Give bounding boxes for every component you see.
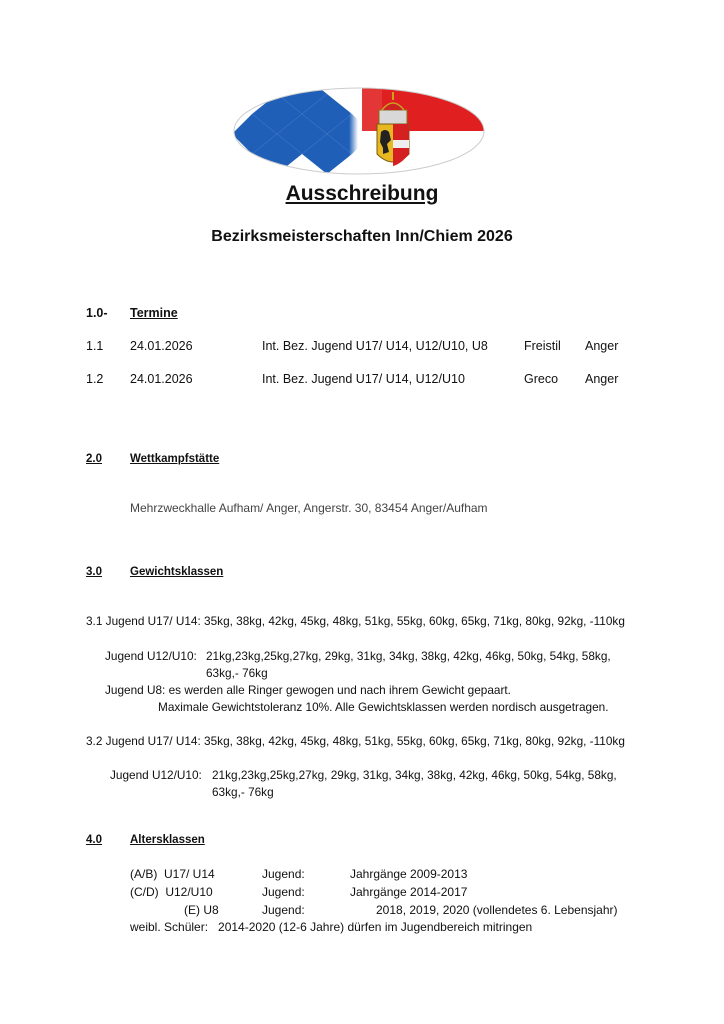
section-title: Gewichtsklassen	[130, 566, 224, 578]
row-date: 24.01.2026	[130, 372, 193, 386]
weights-3-1-u17: 3.1 Jugend U17/ U14: 35kg, 38kg, 42kg, 45kg, 48kg, 51kg, 55kg, 60kg, 65kg, 71kg, 80kg, 92kg, -110kg	[86, 614, 625, 628]
weights-3-1-u8: Jugend U8: es werden alle Ringer gewogen und nach ihrem Gewicht gepaart.	[105, 683, 511, 697]
age-code: (C/D) U12/U10	[130, 885, 213, 899]
document-subtitle: Bezirksmeisterschaften Inn/Chiem 2026	[211, 228, 513, 245]
weights-3-2-u12-line2: 63kg,- 76kg	[212, 785, 274, 799]
section-title: Wettkampfstätte	[130, 453, 220, 465]
row-event: Int. Bez. Jugend U17/ U14, U12/U10, U8	[262, 339, 488, 353]
weights-3-1-u12-line2: 63kg,- 76kg	[206, 666, 268, 680]
section-number: 3.0	[86, 566, 102, 578]
row-place: Anger	[585, 372, 619, 386]
section-number: 4.0	[86, 834, 102, 846]
age-years: 2018, 2019, 2020 (vollendetes 6. Lebensjahr)	[376, 903, 618, 917]
weights-3-1-u8-note: Maximale Gewichtstoleranz 10%. Alle Gewichtsklassen werden nordisch ausgetragen.	[158, 700, 609, 714]
weights-3-1-u12-line1: 21kg,23kg,25kg,27kg, 29kg, 31kg, 34kg, 38kg, 42kg, 46kg, 50kg, 54kg, 58kg,	[206, 649, 611, 663]
weights-3-2-u12-line1: 21kg,23kg,25kg,27kg, 29kg, 31kg, 34kg, 38kg, 42kg, 46kg, 50kg, 54kg, 58kg,	[212, 768, 617, 782]
venue-address: Mehrzweckhalle Aufham/ Anger, Angerstr. 30, 83454 Anger/Aufham	[130, 501, 488, 515]
section-title: Termine	[130, 306, 178, 320]
age-code: (A/B) U17/ U14	[130, 867, 215, 881]
row-style: Freistil	[524, 339, 561, 353]
row-event: Int. Bez. Jugend U17/ U14, U12/U10	[262, 372, 465, 386]
age-years: Jahrgänge 2009-2013	[350, 867, 468, 881]
age-group: Jugend:	[262, 903, 305, 917]
row-date: 24.01.2026	[130, 339, 193, 353]
row-number: 1.2	[86, 372, 104, 386]
age-group: Jugend:	[262, 885, 305, 899]
document-title: Ausschreibung	[285, 182, 439, 205]
row-place: Anger	[585, 339, 619, 353]
row-style: Greco	[524, 372, 559, 386]
weights-3-1-u12-label: Jugend U12/U10:	[105, 649, 197, 663]
age-code: (E) U8	[184, 903, 219, 917]
weights-3-2-u12-label: Jugend U12/U10:	[110, 768, 202, 782]
age-group: Jugend:	[262, 867, 305, 881]
row-number: 1.1	[86, 339, 104, 353]
girls-note: weibl. Schüler: 2014-2020 (12-6 Jahre) dürfen im Jugendbereich mitringen	[130, 920, 533, 934]
section-number: 1.0-	[86, 306, 108, 320]
weights-3-2-u17: 3.2 Jugend U17/ U14: 35kg, 38kg, 42kg, 45kg, 48kg, 51kg, 55kg, 60kg, 65kg, 71kg, 80kg, 92kg, -110kg	[86, 734, 625, 748]
section-number: 2.0	[86, 453, 102, 465]
bavaria-salzburg-emblem-logo	[232, 84, 486, 178]
section-title: Altersklassen	[130, 834, 205, 846]
age-years: Jahrgänge 2014-2017	[350, 885, 468, 899]
